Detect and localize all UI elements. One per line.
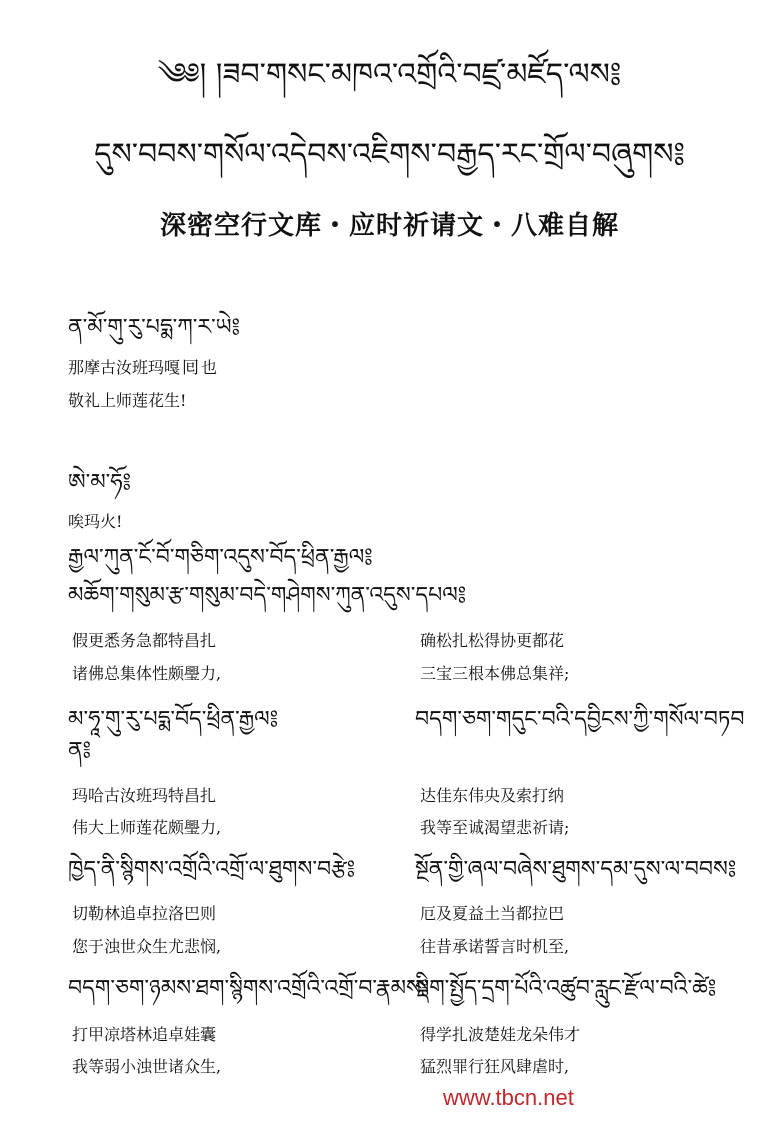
seal-glyph: 囘 <box>182 358 200 378</box>
verse2-left-chinese: 伟大上师莲花颇璺力, <box>72 818 222 837</box>
verse2-left-tibetan: མ་ཧཱ་གུ་རུ་པདྨ་བོད་ཕྲིན་རྒྱལ༔ <box>68 707 279 732</box>
chinese-title: 深密空行文库・应时祈请文・八难自解 <box>159 211 619 241</box>
verse4-left-tibetan: བདག་ཅག་ཉམས་ཐག་སྙིགས་འགྲོའི་འགྲོ་བ་རྣམས༔ <box>68 976 430 1001</box>
homage-transliteration <box>68 358 217 378</box>
verse2-right-tibetan: བདག་ཅག་གདུང་བའི་དབྱིངས་ཀྱི་གསོལ་བཏབ <box>415 707 745 732</box>
homage-tibetan: ན་མོ་གུ་རུ་པདྨ་ཀ་ར་ཡེ༔ <box>68 315 240 340</box>
verse3-left-chinese: 您于浊世众生尤悲悯, <box>72 937 222 956</box>
verse1-tibetan-b: མཆོག་གསུམ་རྩ་གསུམ་བདེ་གཤེགས་ཀུན་འདུས་དཔལ༔ <box>68 583 467 608</box>
emaho-chinese: 唉玛火! <box>68 512 123 531</box>
homage-transliteration-text: 那摩古汝班玛嘎 <box>68 358 181 377</box>
verse1-right-transliteration: 确松扎松得协更都花 <box>420 631 565 650</box>
verse1-left-chinese: 诸佛总集体性颇璺力, <box>72 664 222 683</box>
verse3-right-tibetan: སྔོན་གྱི་ཞལ་བཞེས་ཐུགས་དམ་དུས་ལ་བབས༔ <box>415 857 737 882</box>
verse4-left-chinese: 我等弱小浊世诸众生, <box>72 1057 222 1076</box>
verse3-right-transliteration: 厄及夏益土当都拉巴 <box>420 904 565 923</box>
verse4-right-tibetan: སྡིག་སྤྱོད་དྲག་པོའི་འཚུབ་རླུང་རྫོལ་བའི་ཚེ༔ <box>415 976 717 1001</box>
verse2-right-transliteration: 达佳东伟央及索打纳 <box>420 786 565 805</box>
verse1-left-transliteration: 假更悉务急都特昌扎 <box>72 631 217 650</box>
verse1-right-chinese: 三宝三根本佛总集祥; <box>420 664 570 683</box>
homage-transliteration-suffix: 也 <box>201 358 218 377</box>
verse2-right-chinese: 我等至诚渴望悲祈请; <box>420 818 570 837</box>
verse4-right-chinese: 猛烈罪行狂风肆虐时, <box>420 1057 570 1076</box>
homage-chinese: 敬礼上师莲花生! <box>68 391 187 410</box>
tibetan-title-line-1: ༄༅། །ཟབ་གསང་མཁའ་འགྲོའི་བཛྲ་མཛོད་ལས༔ <box>157 57 622 92</box>
verse2-left-tibetan-cont: ན༔ <box>68 738 92 763</box>
emaho-tibetan: ཨེ་མ་ཧོ༔ <box>68 470 132 495</box>
verse3-right-chinese: 往昔承诺誓言时机至, <box>420 937 570 956</box>
verse1-tibetan-a: རྒྱལ་ཀུན་ངོ་བོ་གཅིག་འདུས་བོད་ཕྲིན་རྒྱལ༔ <box>68 545 373 570</box>
verse3-left-tibetan: ཁྱེད་ནི་སྙིགས་འགྲོའི་འགྲོ་ལ་ཐུགས་བརྩེ༔ <box>68 857 356 882</box>
watermark-url: www.tbcn.net <box>443 1085 574 1110</box>
verse4-left-transliteration: 打甲凉塔林追卓娃囊 <box>72 1025 217 1044</box>
verse2-left-transliteration: 玛哈古汝班玛特昌扎 <box>72 786 217 805</box>
verse4-right-transliteration: 得学扎波楚娃龙朵伟才 <box>420 1025 581 1044</box>
verse3-left-transliteration: 切勒林追卓拉洛巴则 <box>72 904 217 923</box>
tibetan-title-line-2: དུས་བབས་གསོལ་འདེབས་འཇིགས་བརྒྱད་རང་གྲོལ་བཞུགས༔ <box>94 137 685 172</box>
